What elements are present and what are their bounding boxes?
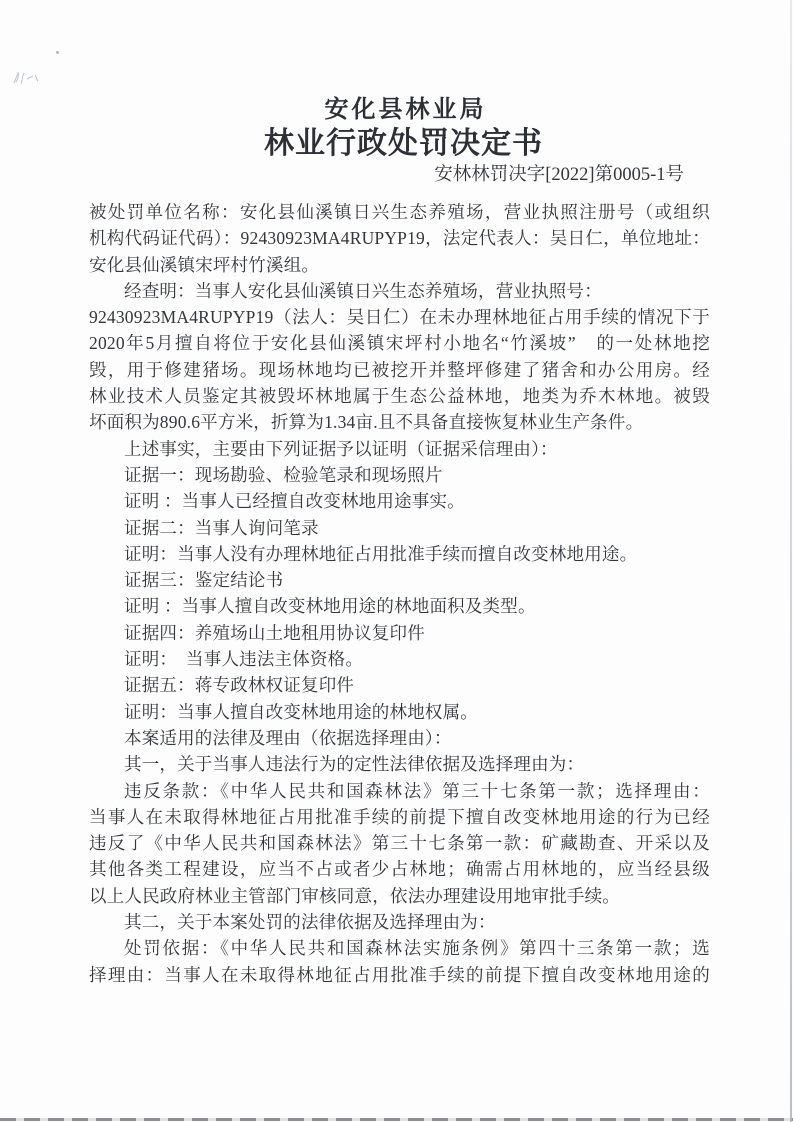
text-line: 其一，关于当事人违法行为的定性法律依据及选择理由为： xyxy=(124,754,585,775)
document-title: 林业行政处罚决定书 xyxy=(264,127,543,160)
scan-edge-right xyxy=(790,0,792,1122)
text-line: 92430923MA4RUPYP19（法人：吴日仁）在未办理林地征占用手续的情况下于 xyxy=(89,307,710,328)
text-line: 证明 ：当事人擅自改变林地用途的林地面积及类型。 xyxy=(124,596,536,617)
text-line: 坏面积为890.6平方米，折算为1.34亩.且不具备直接恢复林业生产条件。 xyxy=(89,412,644,433)
text-line: 证据五：蒋专政林权证复印件 xyxy=(124,675,355,696)
text-line: 经查明：当事人安化县仙溪镇日兴生态养殖场，营业执照号： xyxy=(124,280,602,301)
text-line: 其他各类工程建设，应当不占或者少占林地；确需占用林地的，应当经县级 xyxy=(89,859,710,880)
text-line: 上述事实，主要由下列证据予以证明（证据采信理由）： xyxy=(124,438,558,459)
text-line: 证据一：现场勘验、检验笔录和现场照片 xyxy=(124,464,443,485)
text-line: 本案适用的法律及理由（依据选择理由）： xyxy=(124,727,452,748)
ink-dot-artifact xyxy=(56,51,59,54)
document-body xyxy=(89,199,710,988)
text-line: 证明： 当事人违法主体资格。 xyxy=(124,649,364,670)
agency-name: 安化县林业局 xyxy=(324,97,487,123)
text-line: 安化县仙溪镇宋坪村竹溪组。 xyxy=(89,254,320,275)
pen-scribble-artifact xyxy=(11,67,41,89)
text-line: 处罚依据：《中华人民共和国森林法实施条例》第四十三条第一款；选 xyxy=(124,938,710,959)
text-line: 证据三：鉴定结论书 xyxy=(124,570,284,591)
text-line: 其二，关于本案处罚的法律依据及选择理由为： xyxy=(124,912,496,933)
document-number: 安林林罚决字[2022]第0005-1号 xyxy=(434,165,684,185)
text-line: 证明 ：当事人已经擅自改变林地用途事实。 xyxy=(124,491,465,512)
text-line: 违反条款：《中华人民共和国森林法》第三十七条第一款；选择理由： xyxy=(124,780,710,801)
text-line: 毁，用于修建猪场。现场林地均已被挖开并整坪修建了猪舍和办公用房。经 xyxy=(89,359,710,380)
text-line: 林业技术人员鉴定其被毁坏林地属于生态公益林地，地类为乔木林地。被毁 xyxy=(89,386,710,407)
text-line: 违反了《中华人民共和国森林法》第三十七条第一款：矿藏勘查、开采以及 xyxy=(89,833,710,854)
text-line: 证明：当事人没有办理林地征占用批准手续而擅自改变林地用途。 xyxy=(124,543,638,564)
text-line: 以上人民政府林业主管部门审核同意，依法办理建设用地审批手续。 xyxy=(89,885,620,906)
text-line: 证据二：当事人询问笔录 xyxy=(124,517,319,538)
text-line: 2020年5月擅自将位于安化县仙溪镇宋坪村小地名“竹溪坡” 的一处林地挖 xyxy=(89,333,710,354)
scan-edge-bottom xyxy=(0,1118,793,1121)
text-line: 机构代码证代码）：92430923MA4RUPYP19，法定代表人：吴日仁，单位地址： xyxy=(89,228,710,249)
text-line: 择理由：当事人在未取得林地征占用批准手续的前提下擅自改变林地用途的 xyxy=(89,964,710,985)
text-line: 证据四：养殖场山土地租用协议复印件 xyxy=(124,622,425,643)
document-content xyxy=(89,0,710,988)
text-line: 被处罚单位名称：安化县仙溪镇日兴生态养殖场，营业执照注册号（或组织 xyxy=(89,202,710,222)
text-line: 证明：当事人擅自改变林地用途的林地权属。 xyxy=(124,701,478,722)
text-line: 当事人在未取得林地征占用批准手续的前提下擅自改变林地用途的行为已经 xyxy=(89,806,710,827)
